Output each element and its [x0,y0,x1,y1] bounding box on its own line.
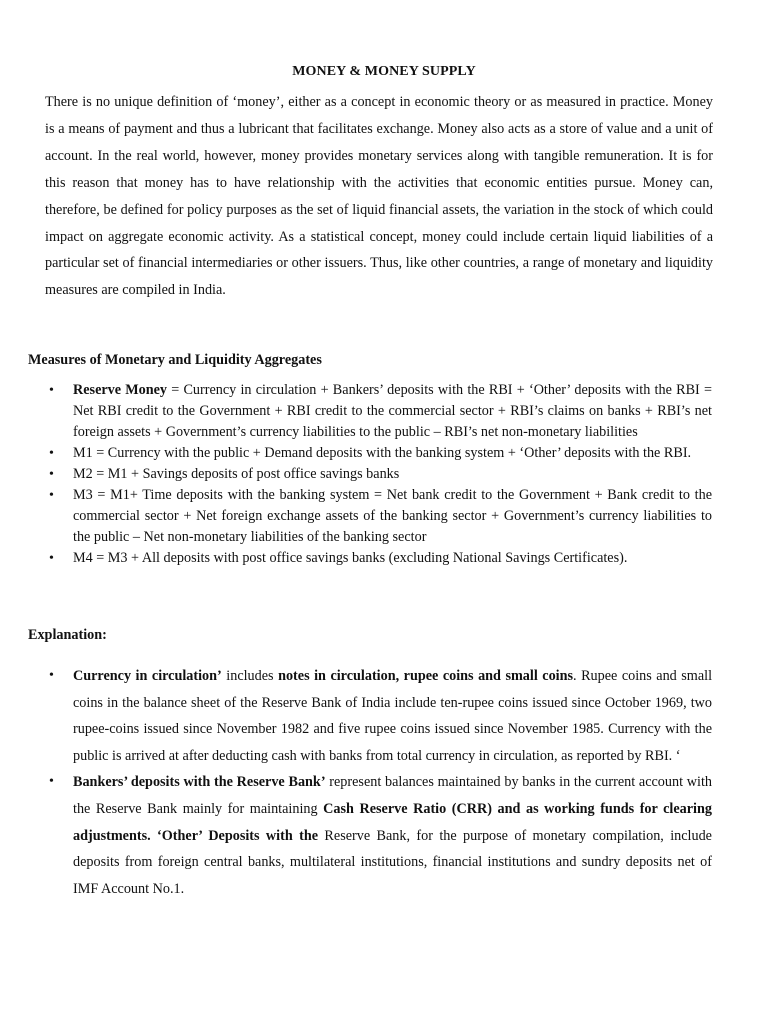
page-title: MONEY & MONEY SUPPLY [292,64,476,79]
list-item [0,663,712,769]
bold-text: notes in circulation, rupee coins and small coins [278,668,574,684]
body-text: represent balances maintained by banks in the current account with the Reserve Bank mainly for maintaining [73,774,712,817]
bullet-icon: • [49,668,54,683]
measure-text: = Currency in circulation + Bankers’ deposits with the RBI + ‘Other’ deposits with the RBI = Net RBI credit to the Government + RBI credit to the commercial sector + RBI’s claims on banks + RBI’s net foreign assets + Government’s currency liabilities to the public – RBI’s net non-monetary liabilities [73,382,712,440]
bullet-icon: • [49,467,54,482]
explanation-list [0,663,768,902]
measure-text: M1 = Currency with the public + Demand deposits with the banking system + ‘Other’ deposits with the RBI. [73,445,692,461]
term-reserve-money: Reserve Money [73,382,168,398]
measure-text: M3 = M1+ Time deposits with the banking system = Net bank credit to the Government + Bank credit to the commercial sector + Net foreign exchange assets of the banking sector + Government’s currency liabilities to the public – Net non-monetary liabilities of the banking sector [73,487,712,545]
list-item [0,380,712,443]
body-text: Reserve Bank, for the purpose of monetary compilation, include deposits from foreign central banks, multilateral institutions, financial institutions and sundry deposits net of IMF Account No.1. [73,827,712,897]
list-item [0,548,712,569]
bullet-icon: • [49,446,54,461]
bullet-icon: • [49,774,54,790]
list-item [0,443,712,464]
intro-paragraph: There is no unique definition of ‘money’, either as a concept in economic theory or as measured in practice. Money is a means of payment and thus a lubricant that facilitates exchange. Money also acts as a store of value and a unit of account. In the real world, however, money provides monetary services along with tangible remuneration. It is for this reason that money has to have relationship with the activities that economic entities pursue. Money can, therefore, be defined for policy purposes as the set of liquid financial assets, the variation in the stock of which could impact on aggregate economic activity. As a statistical concept, money could include certain liquid liabilities of a particular set of financial intermediaries or other issuers. Thus, like other countries, a range of monetary and liquidity measures are compiled in India. [45,94,713,299]
bullet-icon: • [49,383,54,398]
list-item [0,464,712,485]
bold-text: Currency in circulation’ [73,668,222,684]
list-item [0,769,712,902]
measures-list [0,380,768,569]
bullet-icon: • [49,488,54,503]
body-text: includes [221,668,279,684]
bold-text: Bankers’ deposits with the Reserve Bank’ [73,774,326,791]
measures-heading: Measures of Monetary and Liquidity Aggregates [28,352,322,368]
explanation-heading: Explanation: [28,627,107,643]
body-text: . Rupee coins and small coins in the balance sheet of the Reserve Bank of India include ten-rupee coins issued since October 1969, two rupee-coins issued since November 1982 and five rupee coins issued since November 1985. Currency with the public is arrived at after deducting cash with banks from total currency in circulation, as reported by RBI. ‘ [73,668,713,764]
measure-text: M2 = M1 + Savings deposits of post office savings banks [73,466,400,482]
list-item [0,485,712,548]
bold-text: Cash Reserve Ratio (CRR) and as working funds for clearing adjustments. ‘Other’ Deposits with the [73,800,712,844]
bullet-icon: • [49,551,54,566]
measure-text: M4 = M3 + All deposits with post office savings banks (excluding National Savings Certificates). [73,550,628,566]
